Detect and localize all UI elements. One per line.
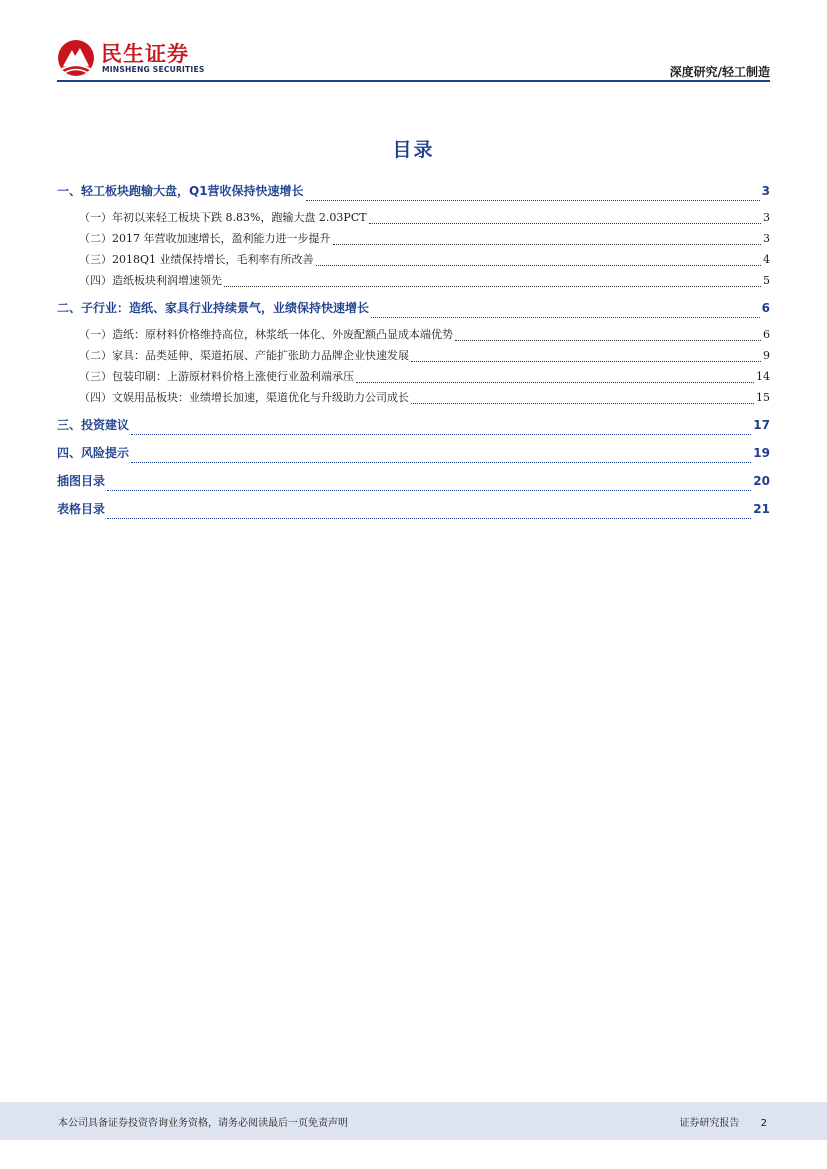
toc-entry-section-1[interactable]: [57, 177, 770, 205]
toc-leader-dots: [224, 286, 761, 287]
toc-entry-text: （四）文娱用品板块：业绩增长加速，渠道优化与升级助力公司成长: [79, 391, 409, 404]
toc-entry-section-2[interactable]: [57, 294, 770, 322]
toc-entry-table-index[interactable]: [57, 495, 770, 523]
toc-entry-page: 20: [753, 474, 770, 488]
toc-leader-dots: [107, 518, 751, 519]
toc-entry-text: 二、子行业：造纸、家具行业持续景气，业绩保持快速增长: [57, 301, 370, 315]
toc-title: 目录: [392, 139, 435, 161]
toc-entry-text: 四、风险提示: [57, 446, 130, 460]
toc-entry-2-2[interactable]: [57, 345, 770, 366]
toc-entry-text: （二）2017 年营收加速增长，盈利能力进一步提升: [79, 232, 331, 245]
toc-entry-text: 三、投资建议: [57, 418, 130, 432]
header-divider: [57, 80, 770, 82]
toc-leader-dots: [131, 434, 751, 435]
toc-leader-dots: [333, 244, 762, 245]
toc-entry-text: 一、轻工板块跑输大盘，Q1营收保持快速增长: [57, 184, 304, 198]
toc-entry-text: （三）2018Q1 业绩保持增长，毛利率有所改善: [79, 253, 314, 266]
toc-leader-dots: [107, 490, 751, 491]
toc-entry-1-1[interactable]: [57, 207, 770, 228]
toc-entry-page: 14: [756, 370, 770, 383]
toc-leader-dots: [411, 361, 761, 362]
toc-entry-text: （二）家具：品类延伸、渠道拓展、产能扩张助力品牌企业快速发展: [79, 349, 409, 362]
toc-entry-page: 3: [763, 211, 770, 224]
toc-entry-text: 表格目录: [57, 502, 106, 516]
toc-leader-dots: [455, 340, 761, 341]
toc-entry-page: 3: [761, 184, 770, 198]
toc-entry-section-3[interactable]: [57, 411, 770, 439]
toc-entry-text: （一）造纸：原材料价格维持高位，林浆纸一体化、外废配额凸显成本端优势: [79, 328, 453, 341]
toc-leader-dots: [411, 403, 754, 404]
toc-entry-figure-index[interactable]: [57, 467, 770, 495]
toc-entry-2-1[interactable]: [57, 324, 770, 345]
toc-entry-text: 插图目录: [57, 474, 106, 488]
footer-page-number: 2: [760, 1118, 767, 1129]
toc-entry-page: 6: [761, 301, 770, 315]
footer-right: [679, 1114, 767, 1129]
toc-leader-dots: [316, 265, 761, 266]
toc-entry-section-4[interactable]: [57, 439, 770, 467]
toc-entry-text: （四）造纸板块利润增速领先: [79, 274, 222, 287]
toc-leader-dots: [356, 382, 754, 383]
toc-entry-page: 5: [763, 274, 770, 287]
footer-disclaimer: 本公司具备证券投资咨询业务资格，请务必阅读最后一页免责声明: [58, 1118, 348, 1129]
toc-entry-page: 4: [763, 253, 770, 266]
toc-leader-dots: [371, 317, 760, 318]
toc-entry-1-2[interactable]: [57, 228, 770, 249]
toc-entry-text: （三）包装印刷：上游原材料价格上涨使行业盈利端承压: [79, 370, 354, 383]
toc-leader-dots: [131, 462, 751, 463]
page-header: [57, 36, 770, 80]
toc-entry-page: 6: [763, 328, 770, 341]
logo-english-name: MINSHENG SECURITIES: [102, 65, 205, 74]
toc-entry-page: 3: [763, 232, 770, 245]
footer-doc-type: 证券研究报告: [679, 1118, 740, 1129]
toc-entry-page: 17: [753, 418, 770, 432]
toc-entry-1-3[interactable]: [57, 249, 770, 270]
toc-leader-dots: [306, 200, 760, 201]
toc-entry-1-4[interactable]: [57, 270, 770, 291]
minsheng-logo-icon: [57, 39, 95, 77]
toc-entry-page: 19: [753, 446, 770, 460]
toc-entry-2-4[interactable]: [57, 387, 770, 408]
table-of-contents: [57, 177, 770, 523]
company-logo: [57, 36, 237, 80]
toc-entry-2-3[interactable]: [57, 366, 770, 387]
toc-entry-page: 21: [753, 502, 770, 516]
toc-entry-page: 15: [756, 391, 770, 404]
toc-entry-page: 9: [763, 349, 770, 362]
logo-chinese-name: 民生证券: [101, 42, 189, 66]
report-type-label: 深度研究/轻工制造: [669, 65, 770, 79]
page-footer: [0, 1102, 827, 1140]
toc-leader-dots: [369, 223, 761, 224]
toc-entry-text: （一）年初以来轻工板块下跌 8.83%，跑输大盘 2.03PCT: [79, 211, 367, 224]
